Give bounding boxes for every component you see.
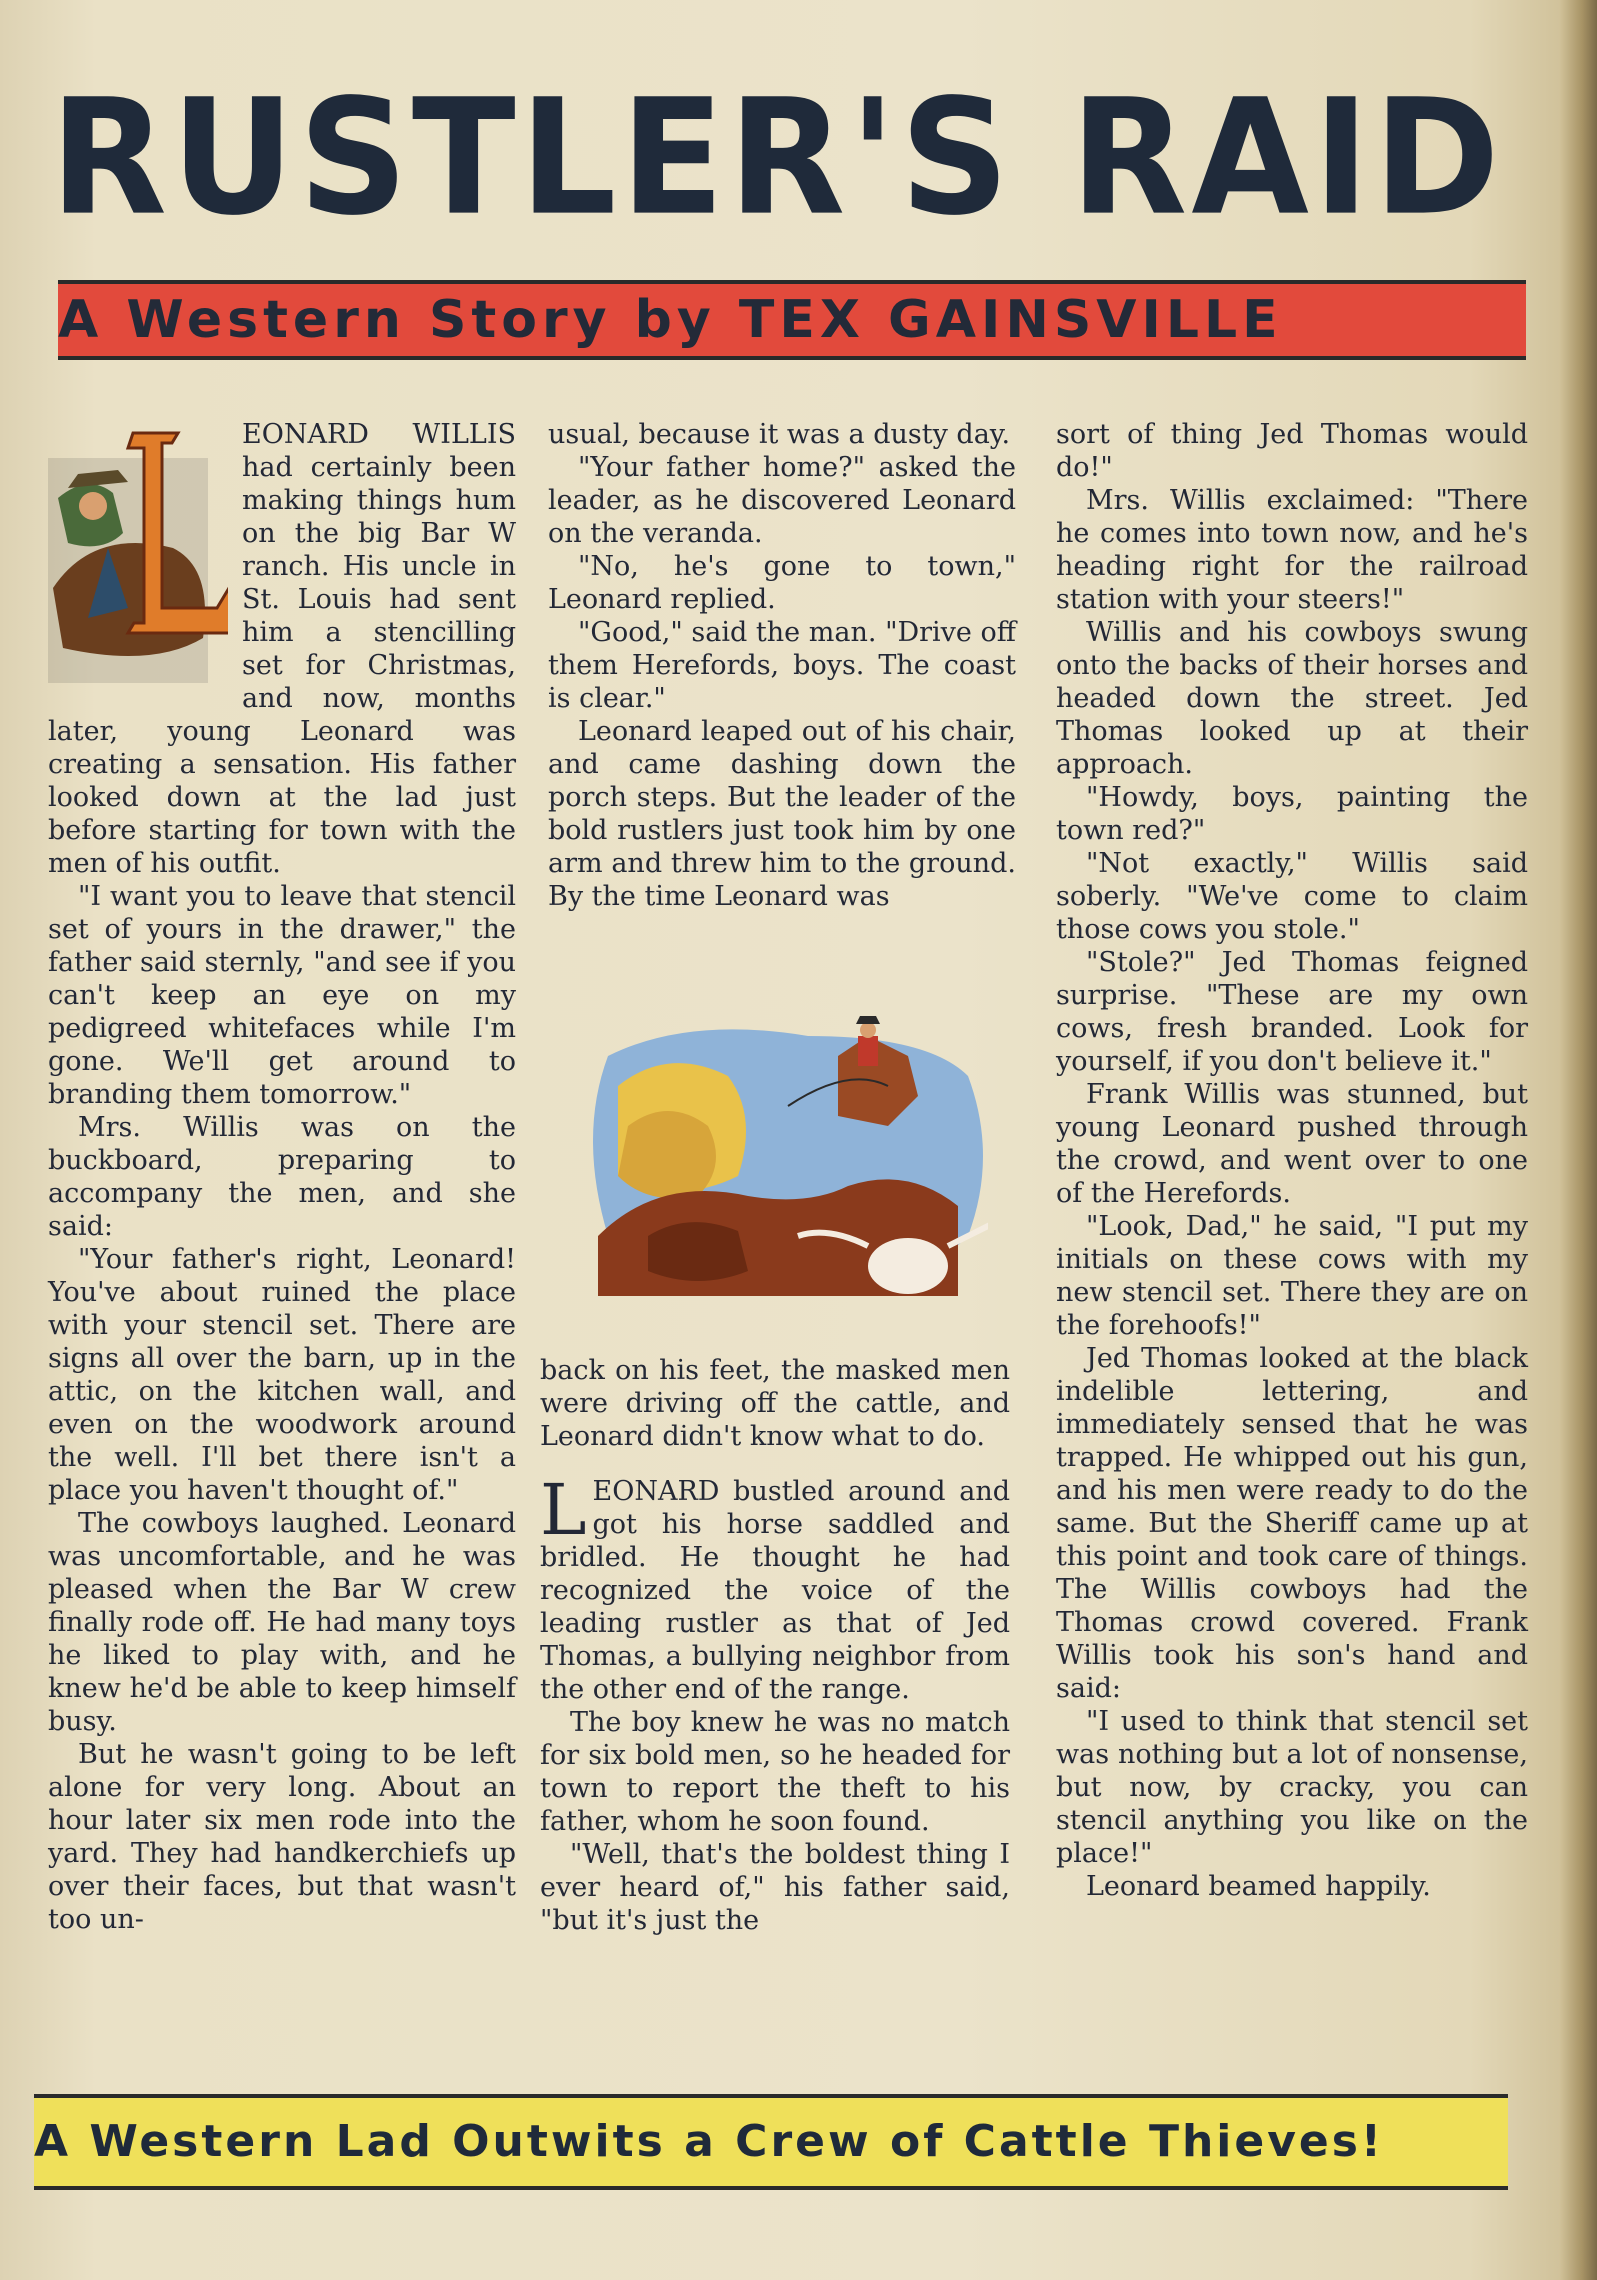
- paragraph: "I used to think that stencil set was nothing but a lot of nonsense, but now, by cracky, you can stencil anything you like on the place!": [1056, 1706, 1528, 1869]
- paragraph: "Look, Dad," he said, "I put my initials on these cows with my new stencil set. There they are on the forehoofs!": [1056, 1211, 1528, 1341]
- paragraph: Leonard beamed happily.: [1086, 1871, 1431, 1902]
- column-2-continued: [540, 1354, 1010, 1937]
- paragraph: Frank Willis was stunned, but young Leonard pushed through the crowd, and went over to one of the Herefords.: [1056, 1079, 1528, 1209]
- paragraph: sort of thing Jed Thomas would do!": [1056, 419, 1528, 483]
- dropcap-illustration: [48, 418, 228, 686]
- cattle-drive-illustration: [588, 1016, 988, 1312]
- paragraph: The boy knew he was no match for six bold men, so he headed for town to report the theft to his father, whom he soon found.: [540, 1707, 1010, 1837]
- paragraph: Leonard leaped out of his chair, and came dashing down the porch steps. But the leader of the bold rustlers just took him by one arm and threw him to the ground. By the time Leonard was: [548, 716, 1016, 912]
- paragraph: Mrs. Willis was on the buckboard, preparing to accompany the men, and she said:: [48, 1112, 516, 1242]
- paragraph: "Well, that's the boldest thing I ever heard of," his father said, "but it's just the: [540, 1839, 1010, 1936]
- paragraph: The cowboys laughed. Leonard was uncomfortable, and he was pleased when the Bar W crew finally rode off. He had many toys he liked to play with, and he knew he'd be able to keep himself busy.: [48, 1508, 516, 1737]
- paragraph: "Good," said the man. "Drive off them Herefords, boys. The coast is clear.": [548, 617, 1016, 714]
- column-1: [48, 418, 516, 1936]
- paragraph: usual, because it was a dusty day.: [548, 419, 1011, 450]
- paragraph: "Your father's right, Leonard! You've about ruined the place with your stencil set. There are signs all over the barn, up in the attic, on the kitchen wall, and even on the woodwork around the well. I'll bet there isn't a place you haven't thought of.": [48, 1244, 516, 1506]
- column-2: [548, 418, 1016, 913]
- paragraph: "I want you to leave that stencil set of yours in the drawer," the father said sternly, "and see if you can't keep an eye on my pedigreed whitefaces while I'm gone. We'll get around to branding them tomorrow.": [48, 881, 516, 1110]
- story-title: RUSTLER'S RAID: [50, 64, 1504, 251]
- paragraph: Willis and his cowboys swung onto the backs of their horses and headed down the street. Jed Thomas looked up at their approach.: [1056, 617, 1528, 780]
- column-3: [1056, 418, 1528, 1903]
- cowboy-dropcap-icon: [48, 418, 228, 686]
- paragraph: "Howdy, boys, painting the town red?": [1056, 782, 1528, 846]
- paragraph: "Your father home?" asked the leader, as he discovered Leonard on the veranda.: [548, 452, 1016, 549]
- tagline-text: A Western Lad Outwits a Crew of Cattle Thieves!: [34, 2116, 1384, 2167]
- paragraph: back on his feet, the masked men were driving off the cattle, and Leonard didn't know what to do.: [540, 1355, 1010, 1452]
- paragraph-text: EONARD bustled around and got his horse saddled and bridled. He thought he had recognized the voice of the leading rustler as that of Jed Thomas, a bullying neighbor from the other end of the range.: [540, 1476, 1010, 1705]
- section-paragraph: [540, 1469, 1010, 1706]
- paragraph: Jed Thomas looked at the black indelible lettering, and immediately sensed that he was trapped. He whipped out his gun, and his men were ready to do the same. But the Sheriff came up at this point and took care of things. The Willis cowboys had the Thomas crowd covered. Frank Willis took his son's hand and said:: [1056, 1343, 1528, 1704]
- tagline-banner: [34, 2094, 1508, 2190]
- paragraph: EONARD WILLIS had certainly been making things hum on the big Bar W ranch. His uncle in St. Louis had sent him a stencilling set for Christmas, and now, months later, young Leonard was creating a sensation. His father looked down at the lad just before starting for town with the men of his outfit.: [48, 419, 516, 879]
- paragraph: "No, he's gone to town," Leonard replied.: [548, 551, 1016, 615]
- paragraph: But he wasn't going to be left alone for very long. About an hour later six men rode into the yard. They had handkerchiefs up over their faces, but that wasn't too un-: [48, 1739, 516, 1935]
- paragraph: "Stole?" Jed Thomas feigned surprise. "These are my own cows, fresh branded. Look for yourself, if you don't believe it.": [1056, 947, 1528, 1077]
- section-dropcap: L: [540, 1469, 587, 1551]
- page-edge: [1559, 0, 1597, 2280]
- byline-text: A Western Story by TEX GAINSVILLE: [58, 290, 1283, 350]
- byline-banner: [58, 280, 1526, 360]
- paragraph: Mrs. Willis exclaimed: "There he comes into town now, and he's heading right for the railroad station with your steers!": [1056, 485, 1528, 615]
- paragraph: "Not exactly," Willis said soberly. "We've come to claim those cows you stole.": [1056, 848, 1528, 945]
